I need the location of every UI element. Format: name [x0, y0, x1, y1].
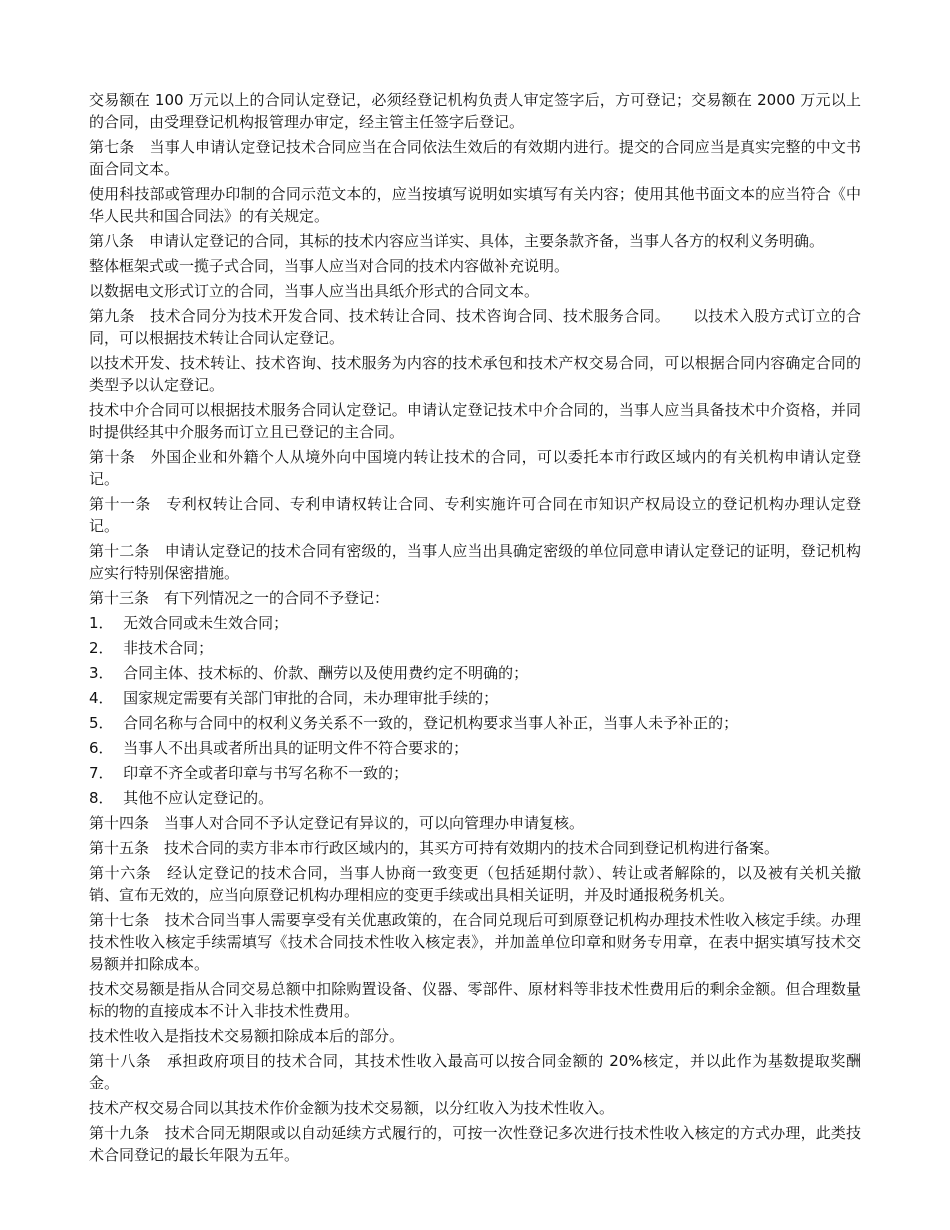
list-item — [89, 712, 861, 734]
list-text: 其他不应认定登记的。 — [123, 789, 274, 807]
article-9: 第九条 技术合同分为技术开发合同、技术转让合同、技术咨询合同、技术服务合同。 以技术入股方式订立的合同，可以根据技术转让合同认定登记。 — [89, 307, 861, 347]
list-number: 7． — [89, 764, 114, 782]
paragraph: 使用科技部或管理办印制的合同示范文本的，应当按填写说明如实填写有关内容；使用其他书面文本的应当符合《中华人民共和国合同法》的有关规定。 — [89, 185, 861, 225]
list-text: 国家规定需要有关部门审批的合同，未办理审批手续的； — [123, 689, 499, 707]
article-8: 第八条 申请认定登记的合同，其标的技术内容应当详实、具体，主要条款齐备，当事人各方的权利义务明确。 — [89, 232, 825, 250]
list-item — [89, 787, 861, 809]
list-number: 1． — [89, 614, 114, 632]
list-item — [89, 662, 861, 684]
article-14: 第十四条 当事人对合同不予认定登记有异议的，可以向管理办申请复核。 — [89, 814, 585, 832]
paragraph: 交易额在 100 万元以上的合同认定登记，必须经登记机构负责人审定签字后，方可登记；交易额在 2000 万元以上的合同，由受理登记机构报管理办审定，经主管主任签字后登记。 — [89, 91, 861, 131]
paragraph: 整体框架式或一揽子式合同，当事人应当对合同的技术内容做补充说明。 — [89, 257, 570, 275]
list-text: 合同名称与合同中的权利义务关系不一致的，登记机构要求当事人补正，当事人未予补正的； — [123, 714, 739, 732]
article-7: 第七条 当事人申请认定登记技术合同应当在合同依法生效后的有效期内进行。提交的合同应当是真实完整的中文书面合同文本。 — [89, 138, 861, 178]
article-12: 第十二条 申请认定登记的技术合同有密级的，当事人应当出具确定密级的单位同意申请认定登记的证明，登记机构应实行特别保密措施。 — [89, 542, 861, 582]
document-body — [89, 89, 861, 1169]
list-item — [89, 737, 861, 759]
article-19: 第十九条 技术合同无期限或以自动延续方式履行的，可按一次性登记多次进行技术性收入核定的方式办理，此类技术合同登记的最长年限为五年。 — [89, 1124, 861, 1164]
list-number: 4． — [89, 689, 114, 707]
list-text: 合同主体、技术标的、价款、酬劳以及使用费约定不明确的； — [123, 664, 529, 682]
article-15: 第十五条 技术合同的卖方非本市行政区域内的，其买方可持有效期内的技术合同到登记机构进行备案。 — [89, 839, 780, 857]
paragraph: 技术产权交易合同以其技术作价金额为技术交易额，以分红收入为技术性收入。 — [89, 1099, 615, 1117]
article-17: 第十七条 技术合同当事人需要享受有关优惠政策的，在合同兑现后可到原登记机构办理技术性收入核定手续。办理技术性收入核定手续需填写《技术合同技术性收入核定表》，并加盖单位印章和财务专用章，在表中据实填写技术交易额并扣除成本。 — [89, 911, 861, 973]
list-text: 非技术合同； — [123, 639, 214, 657]
paragraph: 技术交易额是指从合同交易总额中扣除购置设备、仪器、零部件、原材料等非技术性费用后的剩余金额。但合理数量标的物的直接成本不计入非技术性费用。 — [89, 980, 861, 1020]
list-item — [89, 762, 861, 784]
list-text: 印章不齐全或者印章与书写名称不一致的； — [123, 764, 409, 782]
list-number: 3． — [89, 664, 114, 682]
list-number: 8． — [89, 789, 114, 807]
list-text: 无效合同或未生效合同； — [123, 614, 289, 632]
article-11: 第十一条 专利权转让合同、专利申请权转让合同、专利实施许可合同在市知识产权局设立的登记机构办理认定登记。 — [89, 495, 861, 535]
list-item — [89, 612, 861, 634]
list-item — [89, 637, 861, 659]
list-item — [89, 687, 861, 709]
list-number: 5． — [89, 714, 114, 732]
article-10: 第十条 外国企业和外籍个人从境外向中国境内转让技术的合同，可以委托本市行政区域内的有关机构申请认定登记。 — [89, 448, 861, 488]
article-13: 第十三条 有下列情况之一的合同不予登记： — [89, 589, 390, 607]
article-16: 第十六条 经认定登记的技术合同，当事人协商一致变更（包括延期付款）、转让或者解除的，以及被有关机关撤销、宣布无效的，应当向原登记机构办理相应的变更手续或出具相关证明，并及时通报税务机关。 — [89, 864, 861, 904]
paragraph: 技术中介合同可以根据技术服务合同认定登记。申请认定登记技术中介合同的，当事人应当具备技术中介资格，并同时提供经其中介服务而订立且已登记的主合同。 — [89, 401, 861, 441]
list-number: 2． — [89, 639, 114, 657]
list-text: 当事人不出具或者所出具的证明文件不符合要求的； — [123, 739, 469, 757]
paragraph: 以技术开发、技术转让、技术咨询、技术服务为内容的技术承包和技术产权交易合同，可以根据合同内容确定合同的类型予以认定登记。 — [89, 354, 861, 394]
paragraph: 以数据电文形式订立的合同，当事人应当出具纸介形式的合同文本。 — [89, 282, 540, 300]
paragraph: 技术性收入是指技术交易额扣除成本后的部分。 — [89, 1027, 405, 1045]
list-number: 6． — [89, 739, 114, 757]
article-18: 第十八条 承担政府项目的技术合同，其技术性收入最高可以按合同金额的 20%核定，并以此作为基数提取奖酬金。 — [89, 1052, 861, 1092]
